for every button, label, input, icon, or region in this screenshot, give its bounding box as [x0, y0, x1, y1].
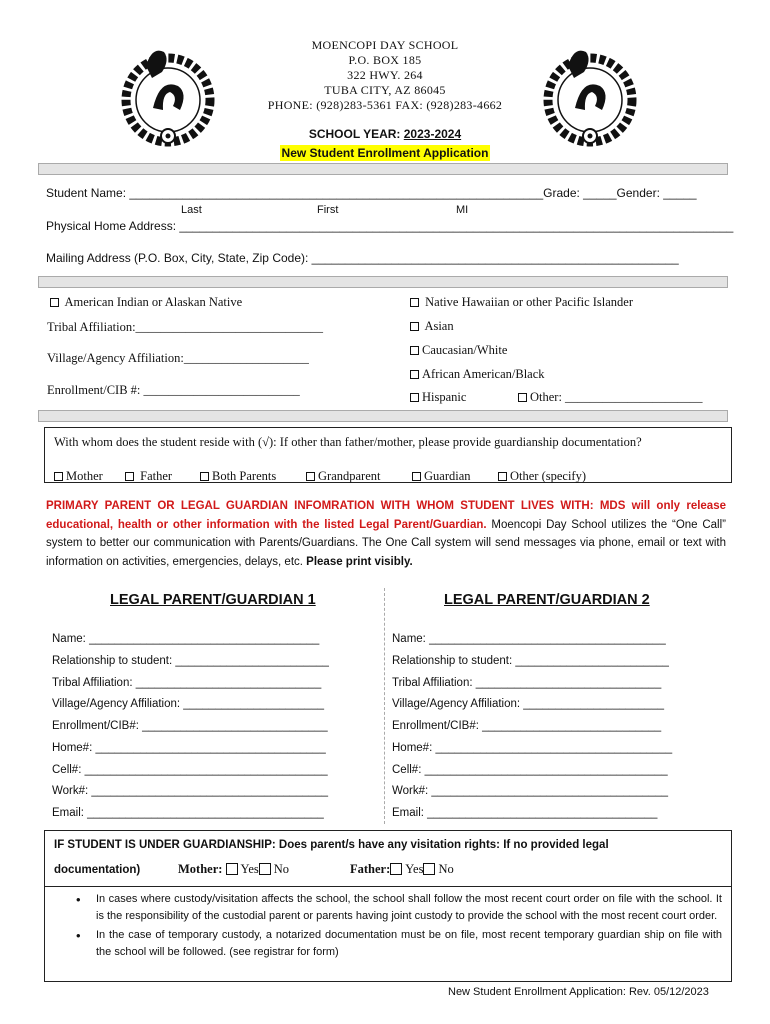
village-affiliation-field[interactable]: Village/Agency Affiliation:____________________: [47, 351, 309, 365]
city: TUBA CITY, AZ 86045: [324, 83, 446, 97]
school-name: MOENCOPI DAY SCHOOL: [311, 38, 459, 52]
guardian1-email-field[interactable]: Email: _____________________________________: [52, 807, 324, 819]
guardian1-village-field[interactable]: Village/Agency Affiliation: ______________________: [52, 698, 324, 710]
footer-revision: New Student Enrollment Application: Rev. 05/12/2023: [448, 986, 709, 998]
checkbox-icon[interactable]: [410, 370, 419, 379]
checkbox-icon[interactable]: [498, 472, 507, 481]
guardianship-question: IF STUDENT IS UNDER GUARDIANSHIP: Does parent/s have any visitation rights: If no provided legal: [54, 839, 609, 851]
school-year-value: 2023-2024: [403, 127, 462, 141]
father-yes-label: Yes: [405, 862, 424, 876]
guardianship-documentation: documentation): [54, 864, 141, 876]
asian-option[interactable]: [410, 319, 454, 334]
reside-guardian-label: Guardian: [424, 469, 471, 483]
guardian1-tribal-field[interactable]: Tribal Affiliation: _____________________________: [52, 677, 322, 689]
guardian2-name-field[interactable]: Name: _____________________________________: [392, 633, 666, 645]
visitation-mother-label: Mother:: [178, 862, 223, 876]
african-american-option[interactable]: [410, 367, 545, 382]
guardian2-title: LEGAL PARENT/GUARDIAN 2: [444, 592, 650, 608]
guardian1-name-field[interactable]: Name: ____________________________________: [52, 633, 320, 645]
guardian2-enrollment-field[interactable]: Enrollment/CIB#: ____________________________: [392, 720, 662, 732]
list-item: • In cases where custody/visitation affects the school, the school shall follow the most recent court order on file with the school. It is the responsibility of the custodial parent or parents having joint custody to provide the school with the most recent court order.: [72, 891, 722, 925]
guardian2-work-field[interactable]: Work#: _____________________________________: [392, 785, 669, 797]
divider-bar-1: [38, 163, 728, 175]
american-indian-option[interactable]: [50, 295, 242, 310]
reside-father-label: Father: [140, 469, 173, 483]
mailing-address-field[interactable]: Mailing Address (P.O. Box, City, State, Zip Code): _______________________________________________________: [46, 251, 679, 265]
guardian1-work-field[interactable]: Work#: _____________________________________: [52, 785, 329, 797]
reside-father-option[interactable]: [125, 469, 172, 484]
primary-guardian-notice: [46, 497, 726, 571]
asian-label: Asian: [424, 319, 454, 333]
checkbox-icon[interactable]: [410, 322, 419, 331]
guardian1-enrollment-field[interactable]: Enrollment/CIB#: _____________________________: [52, 720, 328, 732]
guardian2-tribal-field[interactable]: Tribal Affiliation: _____________________________: [392, 677, 662, 689]
guardian2-village-field[interactable]: Village/Agency Affiliation: ______________________: [392, 698, 664, 710]
mother-yes-label: Yes: [240, 862, 259, 876]
reside-grandparent-option[interactable]: [306, 469, 380, 484]
guardian2-cell-field[interactable]: Cell#: ______________________________________: [392, 764, 668, 776]
hispanic-label: Hispanic: [422, 390, 467, 404]
caucasian-option[interactable]: [410, 343, 507, 358]
visitation-father: [350, 862, 454, 877]
hawaiian-option[interactable]: [410, 295, 633, 310]
checkbox-icon[interactable]: [518, 393, 527, 402]
reside-both-label: Both Parents: [212, 469, 277, 483]
checkbox-icon[interactable]: [410, 393, 419, 402]
checkbox-icon[interactable]: [412, 472, 421, 481]
african-american-label: African American/Black: [422, 367, 545, 381]
mother-no-label: No: [273, 862, 290, 876]
phone-fax: PHONE: (928)283-5361 FAX: (928)283-4662: [267, 98, 503, 112]
reside-grandparent-label: Grandparent: [318, 469, 381, 483]
checkbox-icon[interactable]: [50, 298, 59, 307]
guardian2-relationship-field[interactable]: Relationship to student: ________________________: [392, 655, 669, 667]
reside-other-option[interactable]: [498, 469, 586, 484]
mi-label: MI: [456, 204, 469, 216]
american-indian-label: American Indian or Alaskan Native: [64, 295, 243, 309]
guardianship-bullets: [72, 891, 722, 963]
last-label: Last: [181, 204, 202, 216]
reside-other-label: Other (specify): [510, 469, 587, 483]
school-year: [200, 127, 570, 141]
checkbox-icon[interactable]: [200, 472, 209, 481]
guardian1-title: LEGAL PARENT/GUARDIAN 1: [110, 592, 316, 608]
form-title: New Student Enrollment Application: [281, 146, 489, 160]
guardian1-relationship-field[interactable]: Relationship to student: ________________________: [52, 655, 329, 667]
notice-red-text: PRIMARY PARENT OR LEGAL GUARDIAN INFOMRATION WITH WHOM STUDENT LIVES WITH: MDS will only release educational, health or other information with the listed Legal Parent/Guardian.: [46, 500, 726, 531]
tribal-affiliation-field[interactable]: Tribal Affiliation:______________________________: [47, 320, 324, 334]
divider-bar-2: [38, 276, 728, 288]
guardian2-email-field[interactable]: Email: ____________________________________: [392, 807, 658, 819]
school-year-label: SCHOOL YEAR:: [308, 127, 404, 141]
father-no-checkbox-icon[interactable]: [423, 863, 435, 875]
reside-mother-option[interactable]: [54, 469, 103, 484]
father-yes-checkbox-icon[interactable]: [390, 863, 402, 875]
guardian1-home-field[interactable]: Home#: ____________________________________: [52, 742, 326, 754]
checkbox-icon[interactable]: [410, 298, 419, 307]
caucasian-label: Caucasian/White: [422, 343, 508, 357]
visitation-mother: [178, 862, 289, 877]
hispanic-option[interactable]: [410, 390, 466, 405]
reside-guardian-option[interactable]: [412, 469, 471, 484]
reside-both-option[interactable]: [200, 469, 276, 484]
po-box: P.O. BOX 185: [348, 53, 422, 67]
hawaiian-label: Native Hawaiian or other Pacific Islander: [425, 295, 634, 309]
guardian1-cell-field[interactable]: Cell#: ______________________________________: [52, 764, 328, 776]
mother-yes-checkbox-icon[interactable]: [226, 863, 238, 875]
mother-no-checkbox-icon[interactable]: [259, 863, 271, 875]
column-divider: [384, 588, 385, 824]
checkbox-icon[interactable]: [306, 472, 315, 481]
guardian2-home-field[interactable]: Home#: _____________________________________: [392, 742, 673, 754]
reside-mother-label: Mother: [66, 469, 103, 483]
notice-print-visibly: Please print visibly.: [306, 555, 413, 568]
student-name-field[interactable]: Student Name: ______________________________________________________________Grade: _____Gender: _____: [46, 186, 697, 200]
highway: 322 HWY. 264: [347, 68, 423, 82]
form-title-wrap: [200, 146, 570, 160]
physical-address-field[interactable]: Physical Home Address: ___________________________________________________________________________________: [46, 219, 734, 233]
first-label: First: [317, 204, 339, 216]
other-ethnicity-option[interactable]: [518, 390, 703, 405]
list-item: • In the case of temporary custody, a notarized documentation must be on file, most recent temporary guardian ship on file with the school will be followed. (see registrar for form): [72, 927, 722, 961]
enrollment-cib-field[interactable]: Enrollment/CIB #: _________________________: [47, 383, 300, 397]
other-ethnicity-label: Other: ______________________: [530, 390, 703, 404]
checkbox-icon[interactable]: [54, 472, 63, 481]
checkbox-icon[interactable]: [410, 346, 419, 355]
father-no-label: No: [438, 862, 454, 876]
visitation-father-label: Father:: [350, 862, 391, 876]
notice-body-text: Moencopi Day School utilizes the “One Call” system to better our communication with Parents/Guardians. The One Call system will send messages via phone, email or text with information on activities, emergencies, delays, etc.: [46, 518, 726, 568]
resides-with-question: With whom does the student reside with (√): If other than father/mother, please provide guardianship documentation?: [54, 435, 642, 449]
checkbox-icon[interactable]: [125, 472, 134, 481]
divider-bar-3: [38, 410, 728, 422]
